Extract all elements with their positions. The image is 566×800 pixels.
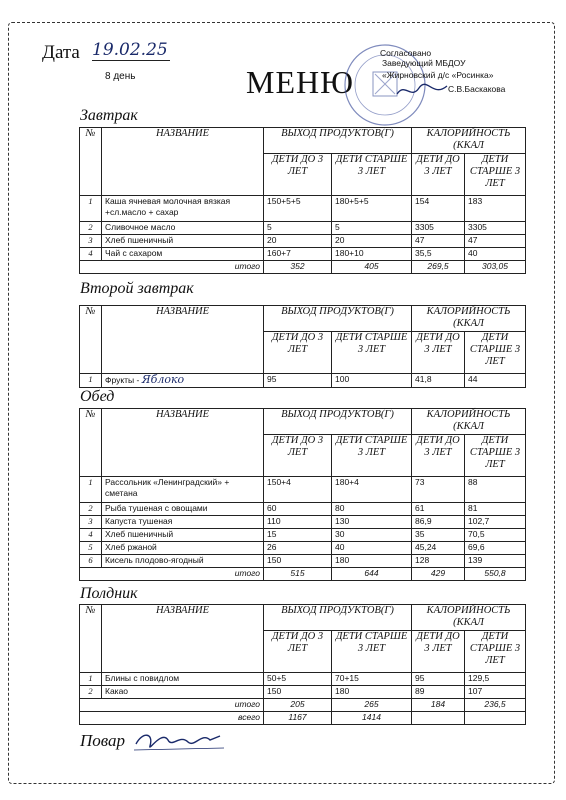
lunch-table: [79, 408, 526, 581]
row-num: 2: [80, 686, 102, 699]
approval-line-1: Согласовано: [380, 48, 432, 58]
row-under3: 160+7: [264, 248, 332, 261]
row-under3: 150+4: [264, 477, 332, 503]
table-row: [80, 248, 526, 261]
col-cal-over3: ДЕТИ СТАРШЕ 3 ЛЕТ: [465, 631, 526, 673]
col-calories: КАЛОРИЙНОСТЬ (ККАЛ: [412, 605, 526, 631]
total-label: итого: [80, 261, 264, 274]
section-title-lunch: Обед: [80, 388, 115, 405]
second-breakfast-table: [79, 305, 526, 388]
row-name: Сливочное масло: [102, 222, 264, 235]
row-num: 4: [80, 248, 102, 261]
table-row: [80, 673, 526, 686]
col-output: ВЫХОД ПРОДУКТОВ(Г): [264, 306, 412, 332]
col-output: ВЫХОД ПРОДУКТОВ(Г): [264, 409, 412, 435]
grand-total-over3: 1414: [332, 712, 412, 725]
col-cal-over3: ДЕТИ СТАРШЕ 3 ЛЕТ: [465, 332, 526, 374]
approval-line-3: «Жирновский д/с «Росинка»: [382, 70, 494, 80]
total-row: [80, 568, 526, 581]
row-cal-over3: 183: [465, 196, 526, 222]
section-title-second-breakfast: Второй завтрак: [80, 280, 194, 297]
total-over3: 265: [332, 699, 412, 712]
day-label: 8 день: [105, 71, 136, 82]
grand-total-row: [80, 712, 526, 725]
row-cal-over3: 70,5: [465, 529, 526, 542]
row-num: 2: [80, 222, 102, 235]
row-name: Хлеб ржаной: [102, 542, 264, 555]
row-over3: 180+4: [332, 477, 412, 503]
row-cal-over3: 139: [465, 555, 526, 568]
table-row: [80, 555, 526, 568]
row-over3: 40: [332, 542, 412, 555]
col-output: ВЫХОД ПРОДУКТОВ(Г): [264, 128, 412, 154]
col-output: ВЫХОД ПРОДУКТОВ(Г): [264, 605, 412, 631]
table-row: [80, 235, 526, 248]
row-under3: 150: [264, 686, 332, 699]
director-signature: [395, 80, 450, 102]
row-cal-over3: 69,6: [465, 542, 526, 555]
col-cal-over3: ДЕТИ СТАРШЕ 3 ЛЕТ: [465, 435, 526, 477]
total-under3: 515: [264, 568, 332, 581]
date-label: Дата: [42, 42, 80, 63]
col-calories: КАЛОРИЙНОСТЬ (ККАЛ: [412, 128, 526, 154]
row-num: 5: [80, 542, 102, 555]
date-value: 19.02.25: [92, 40, 170, 61]
section-title-breakfast: Завтрак: [80, 107, 138, 124]
row-cal-over3: 47: [465, 235, 526, 248]
row-num: 3: [80, 235, 102, 248]
total-under3: 352: [264, 261, 332, 274]
col-cal-under3: ДЕТИ ДО 3 ЛЕТ: [412, 154, 465, 196]
col-over3: ДЕТИ СТАРШЕ 3 ЛЕТ: [332, 332, 412, 374]
row-num: 1: [80, 673, 102, 686]
row-cal-under3: 3305: [412, 222, 465, 235]
row-name: Рыба тушеная с овощами: [102, 503, 264, 516]
table-row: [80, 503, 526, 516]
row-cal-over3: 129,5: [465, 673, 526, 686]
row-under3: 50+5: [264, 673, 332, 686]
row-cal-under3: 89: [412, 686, 465, 699]
table-row: [80, 222, 526, 235]
total-cal-over3: 550,8: [465, 568, 526, 581]
row-under3: 150: [264, 555, 332, 568]
row-name: Какао: [102, 686, 264, 699]
snack-table: [79, 604, 526, 725]
row-under3: 15: [264, 529, 332, 542]
row-cal-under3: 45,24: [412, 542, 465, 555]
row-cal-over3: 44: [465, 374, 526, 388]
row-cal-under3: 41,8: [412, 374, 465, 388]
col-name: НАЗВАНИЕ: [102, 605, 264, 673]
row-num: 2: [80, 503, 102, 516]
row-over3: 180: [332, 686, 412, 699]
col-name: НАЗВАНИЕ: [102, 306, 264, 374]
row-under3: 110: [264, 516, 332, 529]
row-under3: 95: [264, 374, 332, 388]
row-under3: 5: [264, 222, 332, 235]
total-cal-over3: 303,05: [465, 261, 526, 274]
grand-total-label: всего: [80, 712, 264, 725]
grand-total-cal-over3: [465, 712, 526, 725]
col-name: НАЗВАНИЕ: [102, 128, 264, 196]
row-name: Капуста тушеная: [102, 516, 264, 529]
cook-signature: [132, 726, 227, 754]
row-over3: 100: [332, 374, 412, 388]
col-cal-over3: ДЕТИ СТАРШЕ 3 ЛЕТ: [465, 154, 526, 196]
row-cal-under3: 95: [412, 673, 465, 686]
total-over3: 405: [332, 261, 412, 274]
row-over3: 30: [332, 529, 412, 542]
row-num: 1: [80, 477, 102, 503]
grand-total-under3: 1167: [264, 712, 332, 725]
row-name: Каша ячневая молочная вязкая +сл.масло + сахар: [102, 196, 264, 222]
total-cal-over3: 236,5: [465, 699, 526, 712]
row-over3: 5: [332, 222, 412, 235]
col-cal-under3: ДЕТИ ДО 3 ЛЕТ: [412, 435, 465, 477]
row-name: Рассольник «Ленинградский» + сметана: [102, 477, 264, 503]
row-cal-under3: 73: [412, 477, 465, 503]
row-cal-over3: 40: [465, 248, 526, 261]
total-cal-under3: 184: [412, 699, 465, 712]
cook-label: Повар: [80, 731, 126, 750]
col-calories: КАЛОРИЙНОСТЬ (ККАЛ: [412, 409, 526, 435]
row-name: Чай с сахаром: [102, 248, 264, 261]
col-under3: ДЕТИ ДО 3 ЛЕТ: [264, 435, 332, 477]
page-title: МЕНЮ: [246, 64, 354, 100]
total-row: [80, 261, 526, 274]
col-under3: ДЕТИ ДО 3 ЛЕТ: [264, 332, 332, 374]
col-calories: КАЛОРИЙНОСТЬ (ККАЛ: [412, 306, 526, 332]
row-num: 3: [80, 516, 102, 529]
row-cal-under3: 35,5: [412, 248, 465, 261]
row-cal-over3: 3305: [465, 222, 526, 235]
col-num: №: [80, 128, 102, 196]
row-under3: 20: [264, 235, 332, 248]
total-cal-under3: 269,5: [412, 261, 465, 274]
row-name: Кисель плодово-ягодный: [102, 555, 264, 568]
col-over3: ДЕТИ СТАРШЕ 3 ЛЕТ: [332, 631, 412, 673]
row-num: 1: [80, 374, 102, 388]
row-num: 1: [80, 196, 102, 222]
col-cal-under3: ДЕТИ ДО 3 ЛЕТ: [412, 631, 465, 673]
table-row: [80, 477, 526, 503]
total-under3: 205: [264, 699, 332, 712]
col-under3: ДЕТИ ДО 3 ЛЕТ: [264, 154, 332, 196]
col-num: №: [80, 605, 102, 673]
row-cal-over3: 107: [465, 686, 526, 699]
total-cal-under3: 429: [412, 568, 465, 581]
row-under3: 150+5+5: [264, 196, 332, 222]
grand-total-cal-under3: [412, 712, 465, 725]
table-row: [80, 374, 526, 388]
row-over3: 70+15: [332, 673, 412, 686]
row-cal-under3: 154: [412, 196, 465, 222]
row-name: Блины с повидлом: [102, 673, 264, 686]
col-num: №: [80, 306, 102, 374]
col-under3: ДЕТИ ДО 3 ЛЕТ: [264, 631, 332, 673]
col-over3: ДЕТИ СТАРШЕ 3 ЛЕТ: [332, 435, 412, 477]
table-row: [80, 196, 526, 222]
row-cal-over3: 81: [465, 503, 526, 516]
approval-line-2: Заведующий МБДОУ: [382, 58, 466, 68]
row-cal-over3: 102,7: [465, 516, 526, 529]
table-row: [80, 542, 526, 555]
col-name: НАЗВАНИЕ: [102, 409, 264, 477]
row-name: [102, 374, 264, 388]
row-over3: 80: [332, 503, 412, 516]
row-cal-under3: 35: [412, 529, 465, 542]
row-over3: 180: [332, 555, 412, 568]
total-over3: 644: [332, 568, 412, 581]
row-num: 6: [80, 555, 102, 568]
row-cal-under3: 86,9: [412, 516, 465, 529]
row-over3: 180+5+5: [332, 196, 412, 222]
table-row: [80, 516, 526, 529]
row-num: 4: [80, 529, 102, 542]
row-cal-under3: 128: [412, 555, 465, 568]
row-over3: 20: [332, 235, 412, 248]
col-cal-under3: ДЕТИ ДО 3 ЛЕТ: [412, 332, 465, 374]
row-over3: 180+10: [332, 248, 412, 261]
row-cal-under3: 47: [412, 235, 465, 248]
col-num: №: [80, 409, 102, 477]
section-title-snack: Полдник: [80, 585, 138, 602]
row-name-handwritten: Яблоко: [141, 373, 185, 386]
row-name: Хлеб пшеничный: [102, 235, 264, 248]
col-over3: ДЕТИ СТАРШЕ 3 ЛЕТ: [332, 154, 412, 196]
row-name-text: Фрукты -: [105, 375, 140, 385]
row-cal-over3: 88: [465, 477, 526, 503]
total-label: итого: [80, 568, 264, 581]
row-name: Хлеб пшеничный: [102, 529, 264, 542]
row-over3: 130: [332, 516, 412, 529]
breakfast-table: [79, 127, 526, 274]
table-row: [80, 686, 526, 699]
approval-line-4: С.В.Баскакова: [448, 84, 506, 94]
row-under3: 26: [264, 542, 332, 555]
total-row: [80, 699, 526, 712]
total-label: итого: [80, 699, 264, 712]
row-cal-under3: 61: [412, 503, 465, 516]
table-row: [80, 529, 526, 542]
row-under3: 60: [264, 503, 332, 516]
